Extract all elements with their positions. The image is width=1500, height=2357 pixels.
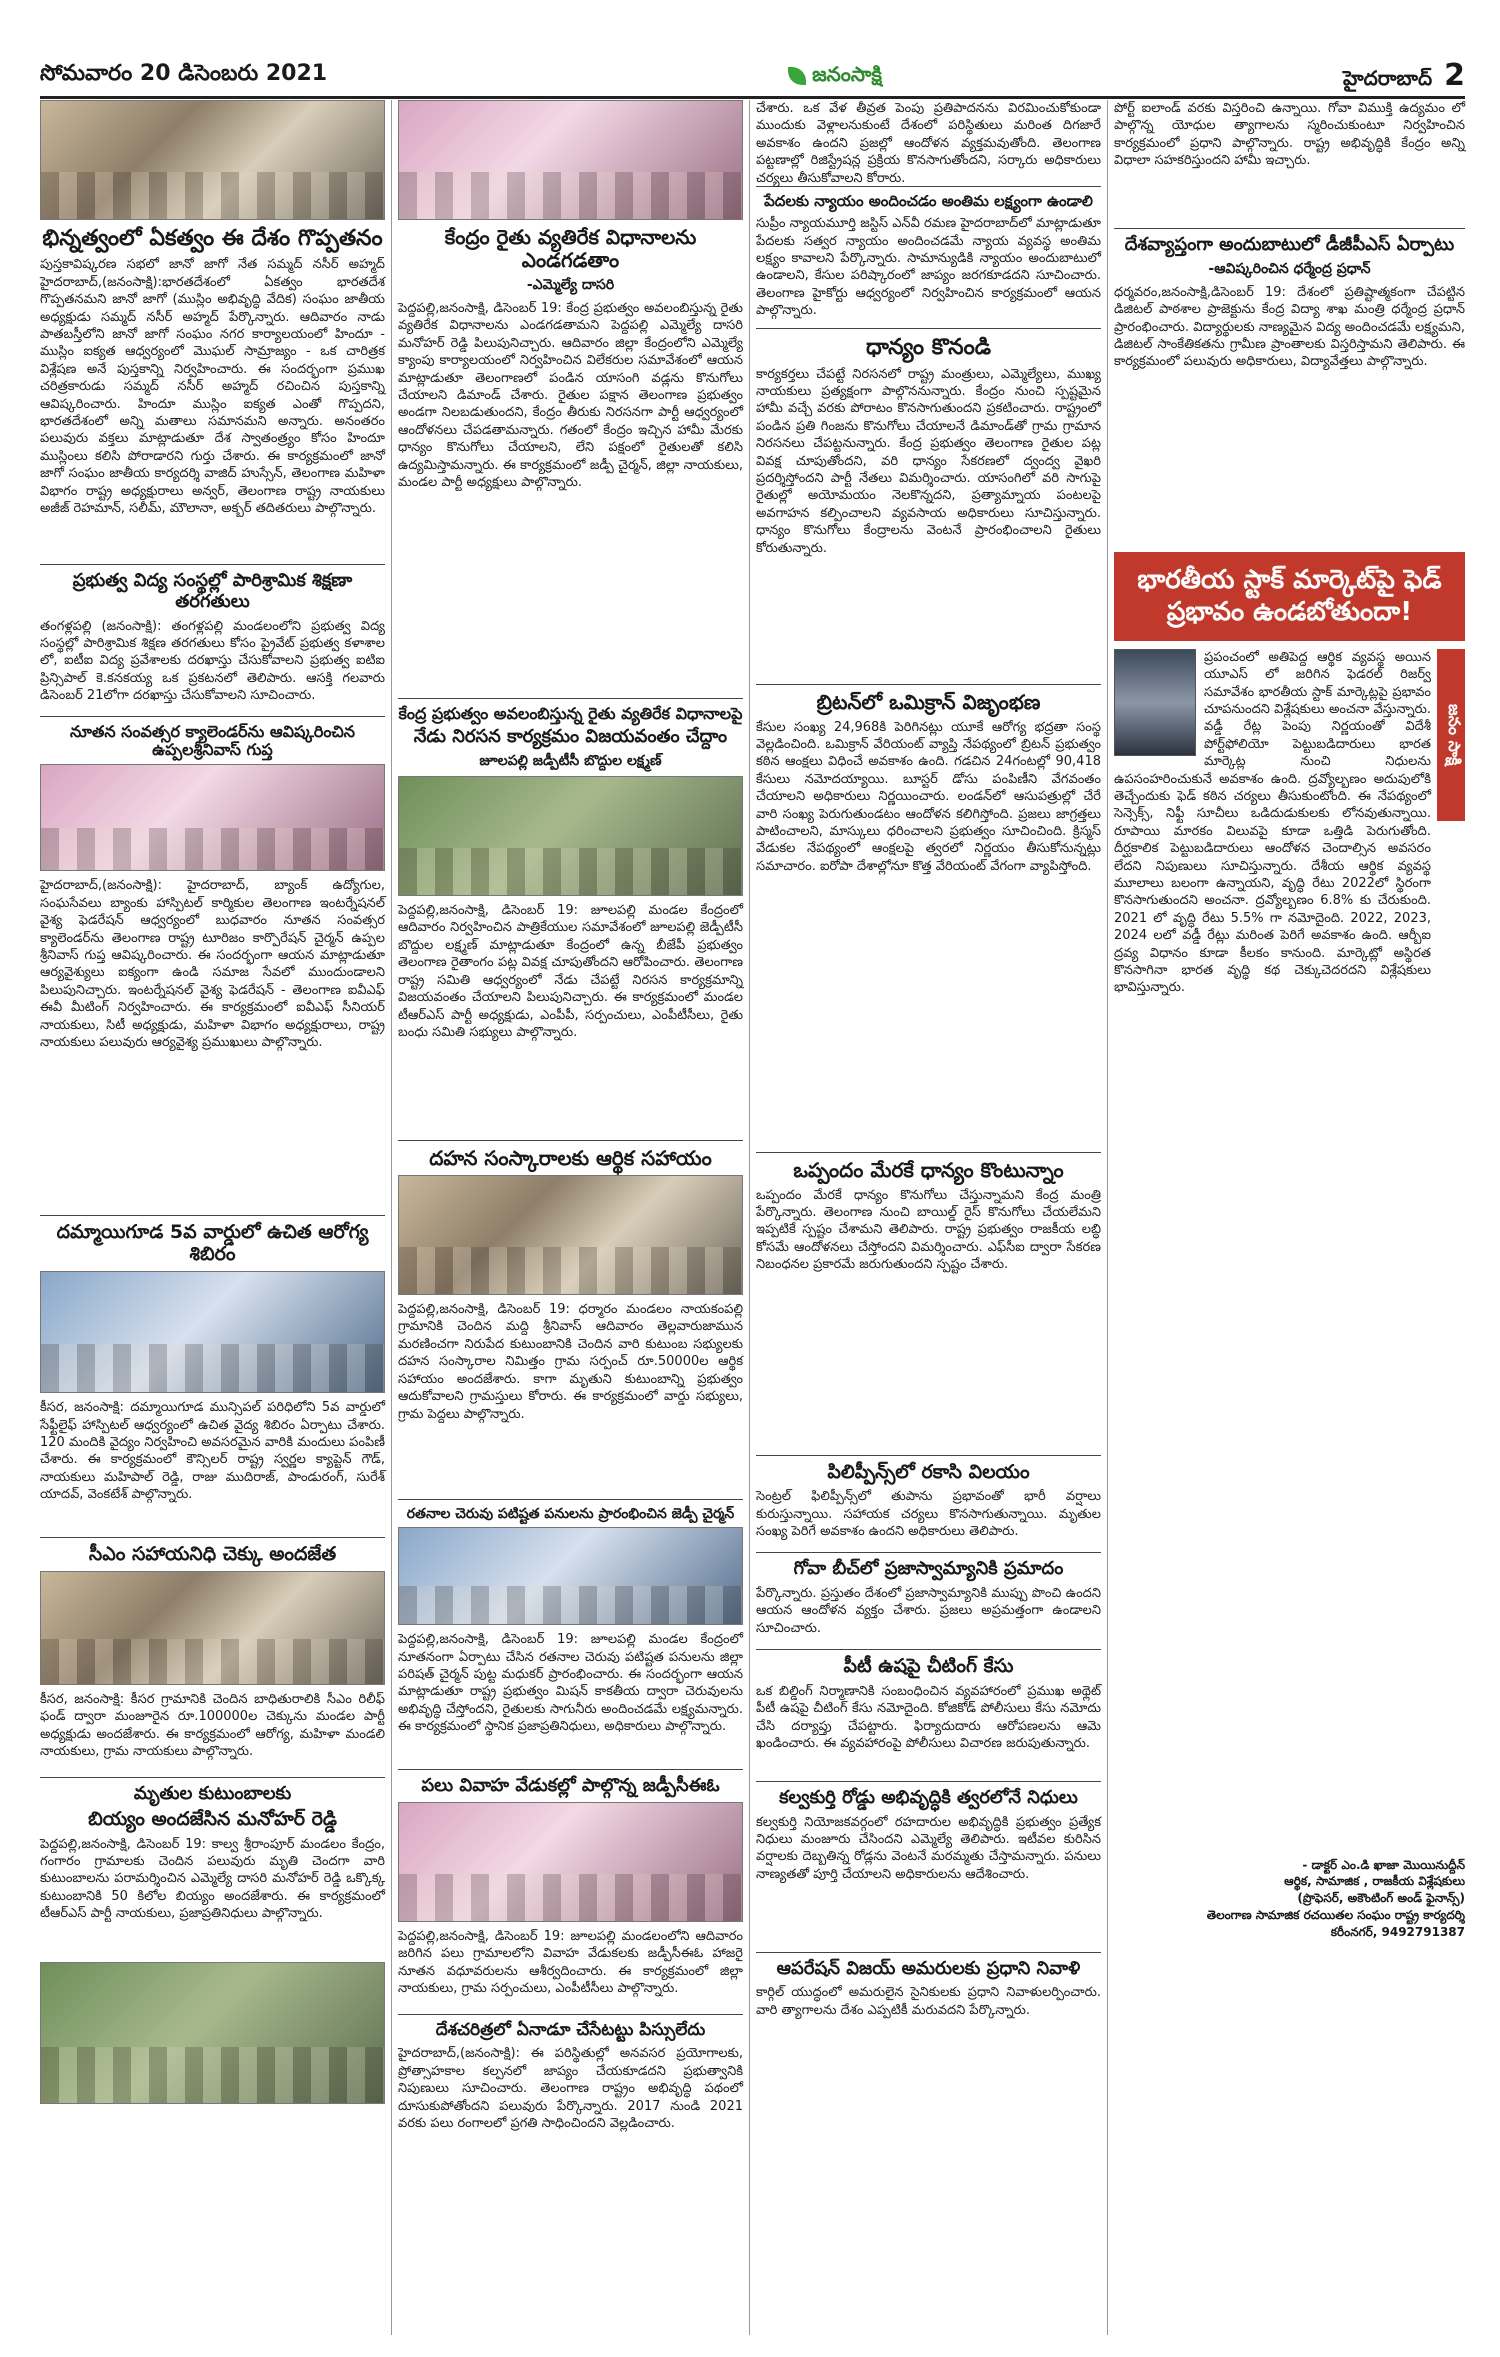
author-title: ఆర్థిక, సామాజిక , రాజకీయ విశ్లేషకులు [1284,1874,1465,1889]
column-divider [749,100,750,2335]
article-headline: రతనాల చెరువు పటిష్టత పనులను ప్రారంభించిన జెడ్పీ చైర్మన్ [406,1506,735,1523]
article-headline: పేదలకు న్యాయం అందించడం అంతిమ లక్ష్యంగా ఉండాలి [764,192,1093,210]
news-photo [40,1271,385,1393]
article-body: తంగళ్లపల్లి (జనంసాక్షి): తంగళ్లపల్లి మండలంలోని ప్రభుత్వ విద్య సంస్థల్లో పారిశ్రామిక శిక్షణ తరగతులు కోసం ప్రైవేట్ ప్రభుత్వ కళాశాల లో, ఐటీఐ విద్య ప్రవేశాలకు దరఖాస్తు చేసుకోవాలని ప్రభుత్వ ఐటిఐ ప్రిన్సిపాల్ కె.కనకయ్య ఒక ప్రకటనలో తెలిపారు. ఆసక్తి గలవారు డిసెంబర్ 21లోగా దరఖాస్తు చేసుకోవాలని సూచించారు. [40,618,385,704]
article-body: సుప్రీం న్యాయమూర్తి జస్టిస్ ఎన్‌వీ రమణ హైదరాబాద్‌లో మాట్లాడుతూ పేదలకు సత్వర న్యాయం అందించడమే న్యాయ వ్యవస్థ అంతిమ లక్ష్యం కావాలని పేర్కొన్నారు. సామాన్యుడికి న్యాయం అందుబాటులో ఉండాలని, కేసుల పరిష్కారంలో జాప్యం జరగకూడదని సూచించారు. తెలంగాణ హైకోర్టు ఆధ్వర్యంలో నిర్వహించిన కార్యక్రమంలో ఆయన పాల్గొన్నారు. [756,216,1101,319]
news-photo [40,100,385,220]
news-photo [398,100,743,220]
article-byline: -ఎమ్మెల్యే దాసరి [526,277,615,293]
news-photo [40,1571,385,1685]
article-body: కీసర, జనంసాక్షి: కీసర గ్రామానికి చెందిన బాధితురాలికి సీఎం రిలీఫ్ ఫండ్ ద్వారా మంజూరైన రూ.100000ల చెక్కును మండల పార్టీ అధ్యక్షుడు అందజేశారు. ఈ కార్యక్రమంలో ఆరోగ్య, మహిళా మండలి నాయకులు, గ్రామ నాయకులు పాల్గొన్నారు. [40,1691,385,1760]
article-body: ప్రపంచంలో అతిపెద్ద ఆర్థిక వ్యవస్థ అయిన యూఎస్ లో జరిగిన ఫెడరల్ రిజర్వ్ సమావేశం భారతీయ స్టాక్ మార్కెట్లపై ప్రభావం చూపనుందని విశ్లేషకులు అంచనా వేస్తున్నారు. వడ్డీ రేట్ల పెంపు నిర్ణయంతో విదేశీ పోర్ట్‌ఫోలియో పెట్టుబడిదారులు భారత మార్కెట్ల నుంచి నిధులను ఉపసంహరించుకునే అవకాశం ఉంది. ద్రవ్యోల్బణం అదుపులోకి తెచ్చేందుకు ఫెడ్ కఠిన చర్యలు తీసుకుంటోంది. ఈ నేపథ్యంలో సెన్సెక్స్, నిఫ్టీ సూచీలు ఒడిదుడుకులకు లోనవుతున్నాయి. రూపాయి మారకం విలువపై కూడా ఒత్తిడి పెరుగుతోంది. దీర్ఘకాలిక పెట్టుబడిదారులు ఆందోళన చెందాల్సిన అవసరం లేదని నిపుణులు సూచిస్తున్నారు. దేశీయ ఆర్థిక వ్యవస్థ మూలాలు బలంగా ఉన్నాయని, వృద్ధి రేటు 2022లో స్థిరంగా కొనసాగుతుందని అంచనా. ద్రవ్యోల్బణం 6.8% కు చేరుకుంది. 2021 లో వృద్ధి రేటు 5.5% గా నమోదైంది. 2022, 2023, 2024 లలో వడ్డీ రేట్లు మరింత పెరిగే అవకాశం ఉంది. ఆర్బీఐ ద్రవ్య విధానం కూడా కీలకం కానుంది. మార్కెట్లో అస్థిరత కొనసాగినా భారత వృద్ధి కథ చెక్కుచెదరదని విశ్లేషకులు భావిస్తున్నారు. [1114,649,1431,996]
article-body: పెద్దపల్లి,జనంసాక్షి, డిసెంబర్ 19: జూలపల్లి మండల కేంద్రంలో నూతనంగా ఏర్పాటు చేసిన రతనాల చెరువు పటిష్టత పనులను జిల్లా పరిషత్ చైర్మన్ పుట్ట మధుకర్ ప్రారంభించారు. ఈ సందర్భంగా ఆయన మాట్లాడుతూ రాష్ట్ర ప్రభుత్వం మిషన్ కాకతీయ ద్వారా చెరువులను అభివృద్ధి చేస్తోందని, రైతులకు సాగునీరు అందించడమే లక్ష్యమన్నారు. ఈ కార్యక్రమంలో స్థానిక ప్రజాప్రతినిధులు, అధికారులు పాల్గొన్నారు. [398,1632,743,1735]
article-body: పుస్తకావిష్కరణ సభలో జానో జాగో నేత సమ్మద్ నసీర్ అహ్మద్ హైదరాబాద్,(జనంసాక్షి):భారతదేశంలో ఏకత్వం భారతదేశ గొప్పతనమని జానో జాగో (ముస్లిం అభివృద్ధి వేదిక) సంఘం జాతీయ అధ్యక్షుడు సమ్మద్ నసీర్ అహ్మద్ పేర్కొన్నారు. ఆదివారం నాడు పాతబస్తీలోని జానో జాగో సంఘం నగర కార్యాలయంలో హిందూ - ముస్లిం ఐక్యత ఆధ్వర్యంలో మొఘల్ సామ్రాజ్యం - ఒక చారిత్రక విశ్లేషణ అనే పుస్తకాన్ని నిర్వహించారు. ఈ సందర్భంగా ప్రముఖ చరిత్రకారుడు సమ్మద్ నసీర్ అహ్మద్ రచించిన పుస్తకాన్ని ఆవిష్కరించారు. హిందూ ముస్లిం ఐక్యత ఎంతో గొప్పదని, భారతదేశంలో అన్ని మతాలు సమానమని అన్నారు. అనంతరం పలువురు వక్తలు మాట్లాడుతూ దేశ స్వాతంత్ర్యం కోసం హిందూ ముస్లింలు కలిసి పోరాడారని గుర్తు చేశారు. ఈ కార్యక్రమంలో జానో జాగో సంఘం జాతీయ కార్యదర్శి వాజిద్ హుస్సేన్, తెలంగాణ మహిళా విభాగం రాష్ట్ర అధ్యక్షురాలు అన్వర్‌, తెలంగాణ రాష్ట్ర నాయకులు అజీజ్ రెహమాన్, సలీమ్, మౌలానా, అక్బర్ తదితరులు పాల్గొన్నారు. [40,257,385,516]
article-headline: నూతన సంవత్సర క్యాలెండర్‌ను ఆవిష్కరించిన ఉప్పలశ్రీనివాస్ గుప్త [69,721,356,760]
article-body: కార్గిల్ యుద్ధంలో అమరులైన సైనికులకు ప్రధాని నివాళులర్పించారు. వారి త్యాగాలను దేశం ఎప్పటికీ మరువదని పేర్కొన్నారు. [756,1985,1101,2018]
article-body: పెద్దపల్లి,జనంసాక్షి, డిసెంబర్ 19: ధర్మారం మండలం నాయకంపల్లి గ్రామానికి చెందిన మద్ది శ్రీనివాస్ ఆదివారం తెల్లవారుజామున మరణించగా నిరుపేద కుటుంబానికి చెందిన వారి కుటుంబ సభ్యులకు దహన సంస్కారాల నిమిత్తం గ్రామ సర్పంచ్ రూ.50000ల ఆర్థిక సహాయం అందజేశారు. కాగా మృతుని కుటుంబాన్ని ప్రభుత్వం ఆదుకోవాలని గ్రామస్తులు కోరారు. ఈ కార్యక్రమంలో వార్డు సభ్యులు, గ్రామ పెద్దలు పాల్గొన్నారు. [398,1302,743,1422]
article-byline: జూలపల్లి జడ్పీటీసీ బొద్దుల లక్ష్మణ్ [479,753,662,770]
article-headline: దేశవ్యాప్తంగా అందుబాటులో డీజీపీఎస్‌ ఏర్పాటు [1124,234,1455,255]
article-body: కీసర, జనంసాక్షి: దమ్మాయిగూడ మున్సిపల్ పరిధిలోని 5వ వార్డులో సేఫ్టీలైఫ్ హాస్పిటల్ ఆధ్వర్యంలో ఉచిత వైద్య శిబిరం ఏర్పాటు చేశారు. 120 మందికి వైద్యం నిర్వహించి అవసరమైన వారికి మందులు పంపిణీ చేశారు. ఈ కార్యక్రమంలో కౌన్సిలర్ రాష్ట్ర స్వర్ణల క్యాప్టెన్ గౌడ్, నాయకులు మహిపాల్ రెడ్డి, రాజు ముదిరాజ్, పాండురంగ్, సురేశ్ యాదవ్, వెంకటేశ్ పాల్గొన్నారు. [40,1400,385,1503]
author-contact: కరీంనగర్, 9492791387 [1330,1924,1465,1939]
article-headline: ధాన్యం కొనండి [865,335,992,361]
article-headline: కేంద్ర ప్రభుత్వం అవలంబిస్తున్న రైతు వ్యతిరేక విధానాలపై [398,704,743,723]
news-photo [398,1175,743,1295]
article-body: చేశారు. ఒక వేళ తీవ్రత పెంపు ప్రతిపాదనను విరమించుకోకుండా ముందుకు వెళ్లాలనుకుంటే దేశంలో పరిస్థితులు మరింత దిగజారే అవకాశం ఉందని ప్రజల్లో ఆందోళన వ్యక్తమవుతోంది. తెలంగాణ పట్టణాల్లో రిజిస్ట్రేషన్ల ప్రక్రియ కొనసాగుతోందని, సర్కారు అధికారులు చర్యలు తీసుకోవాలని కోరారు. [756,101,1101,186]
news-photo [398,1802,743,1922]
news-photo [40,764,385,871]
leaf-icon [788,67,806,85]
article-headline: దేశచరిత్రలో ఏనాడూ చేసేటట్టు పిస్సులేదు [435,2019,706,2040]
news-photo [398,1527,743,1625]
article-body: ధర్మవరం,జనంసాక్షి,డిసెంబర్ 19: దేశంలో ప్రతిష్టాత్మకంగా చేపట్టిన డిజిటల్ పాఠశాల ప్రాజెక్టును కేంద్ర విద్యా శాఖ మంత్రి ధర్మేంద్ర ప్రధాన్ ప్రారంభించారు. విద్యార్థులకు నాణ్యమైన విద్య అందించడమే లక్ష్యమని, డిజిటల్ సాంకేతికతను గ్రామీణ ప్రాంతాలకు విస్తరిస్తామని తెలిపారు. ఈ కార్యక్రమంలో పలువురు అధికారులు, విద్యావేత్తలు పాల్గొన్నారు. [1114,284,1465,370]
edition-city: హైదరాబాద్ [1343,65,1433,90]
article-headline: నేడు నిరసన కార్యక్రమం విజయవంతం చేద్దాం [413,726,728,748]
article-body: హైదరాబాద్,(జనంసాక్షి): హైదరాబాద్, బ్యాంక్ ఉద్యోగుల, సంఘసేవలు బ్యాంకు హాస్పిటల్ కార్మికుల తెలంగాణ ఇంటర్నేషనల్ వైశ్య ఫెడరేషన్ ఆధ్వర్యంలో బుధవారం నూతన సంవత్సర క్యాలెండర్‌ను తెలంగాణ రాష్ట్ర టూరిజం కార్పొరేషన్ చైర్మన్ ఉప్పల శ్రీనివాస్ గుప్త ఆవిష్కరించారు. ఈ సందర్భంగా ఆయన మాట్లాడుతూ ఆర్యవైశ్యులు ఐక్యంగా ఉండి సమాజ సేవలో ముందుండాలని పిలుపునిచ్చారు. ఇంటర్నేషనల్ వైశ్య ఫెడరేషన్ - తెలంగాణ ఐవీఎఫ్ ఈవీ మీటింగ్ నిర్వహించారు. ఈ కార్యక్రమంలో ఐవీఎఫ్ సీనియర్ నాయకులు, సిటీ అధ్యక్షుడు, మహిళా విభాగం అధ్యక్షురాలు, రాష్ట్ర నాయకులు పలువురు ఆర్యవైశ్య ప్రముఖులు పాల్గొన్నారు. [40,878,385,1051]
article-body: సెంట్రల్ ఫిలిప్పీన్స్‌లో తుపాను ప్రభావంతో భారీ వర్షాలు కురుస్తున్నాయి. సహాయక చర్యలు కొనసాగుతున్నాయి. మృతుల సంఖ్య పెరిగే అవకాశం ఉందని అధికారులు తెలిపారు. [756,1489,1101,1540]
article-body: పెద్దపల్లి,జనంసాక్షి, డిసెంబర్ 19: కాల్వ శ్రీరాంపూర్ మండలం కేంద్రం, గంగారం గ్రామాలకు చెందిన పలువురు మృతి చెందగా వారి కుటుంబాలను పరామర్శించిన ఎమ్మెల్యే దాసరి మనోహర్ రెడ్డి ఒక్కొక్క కుటుంబానికి 50 కిలోల బియ్యం అందజేశారు. ఈ కార్యక్రమంలో టీఆర్ఎస్ పార్టీ నాయకులు, ప్రజాప్రతినిధులు పాల్గొన్నారు. [40,1836,385,1922]
column-1 [40,100,385,2110]
newspaper-logo[interactable] [788,62,882,91]
article-headline: మృతుల కుటుంబాలకు [133,1782,292,1804]
feature-article [1114,649,1465,1849]
issue-date: సోమవారం 20 డిసెంబరు 2021 [40,61,328,86]
news-photo [40,1962,385,2104]
article-byline: -ఆవిష్కరించిన ధర్మేంద్ర ప్రధాన్ [1208,260,1371,277]
author-name: - డాక్టర్ ఎం.డి ఖాజా మొయినుద్దీన్ [1302,1857,1465,1872]
article-headline: పిలిప్పీన్స్‌లో రకాసి విలయం [827,1460,1030,1483]
author-title: (ప్రొఫెసర్, అకౌంటింగ్ అండ్ ఫైనాన్స్) [1297,1891,1465,1906]
article-headline: గోవా బీచ్‌లో ప్రజాస్వామ్యానికి ప్రమాదం [793,1558,1064,1580]
article-body: హైదరాబాద్,(జనంసాక్షి): ఈ పరిస్థితుల్లో అనవసర ప్రయోగాలకు, ప్రోత్సాహకాల కల్పనలో జాప్యం చేయకూడదని ప్రభుత్వానికి నిపుణులు సూచించారు. తెలంగాణ రాష్ట్రం అభివృద్ధి పథంలో దూసుకుపోతోందని పలువురు పేర్కొన్నారు. 2017 నుండి 2021 వరకు పలు రంగాలలో ప్రగతి సాధించిందని వెల్లడించారు. [398,2046,743,2132]
article-headline: ఒప్పందం మేరకే ధాన్యం కొంటున్నాం [793,1157,1064,1182]
section-tab: జనం సాక్షి [1437,649,1465,821]
article-headline: బ్రిటన్‌లో ఒమిక్రాన్ విజృంభణ [816,689,1041,714]
article-body: ఒక బిల్డింగ్ నిర్మాణానికి సంబంధించిన వ్యవహారంలో ప్రముఖ అథ్లెట్ పీటీ ఉషపై చీటింగ్ కేసు నమోదైంది. కోజికోడ్ పోలీసులు కేసు నమోదు చేసి దర్యాప్తు చేపట్టారు. ఫిర్యాదుదారు ఆరోపణలను ఆమె ఖండించారు. ఈ వ్యవహారంపై పోలీసులు విచారణ జరుపుతున్నారు. [756,1683,1101,1752]
article-headline: బియ్యం అందజేసిన మనోహర్ రెడ్డి [88,1807,337,1830]
article-headline: దహన సంస్కారాలకు ఆర్థిక సహాయం [429,1146,712,1171]
masthead [40,56,1465,99]
news-photo [398,776,743,896]
feature-headline-banner: భారతీయ స్టాక్ మార్కెట్‌పై ఫెడ్ ప్రభావం ఉండబోతుందా! [1114,552,1465,641]
article-body: కేసుల సంఖ్య 24,968కి పెరిగినట్లు యూకే ఆరోగ్య భద్రతా సంస్థ వెల్లడించింది. ఒమిక్రాన్ వేరియంట్ వ్యాప్తి నేపథ్యంలో బ్రిటన్ ప్రభుత్వం కఠిన ఆంక్షలు విధించే అవకాశం ఉంది. గడచిన 24గంటల్లో 90,418 కేసులు నమోదయ్యాయి. బూస్టర్ డోసు పంపిణీని వేగవంతం చేయాలని అధికారులు నిర్ణయించారు. లండన్‌లో ఆసుపత్రుల్లో చేరే వారి సంఖ్య పెరుగుతుండటం ఆందోళన కలిగిస్తోంది. ప్రజలు జాగ్రత్తలు పాటించాలని, మాస్కులు ధరించాలని ప్రభుత్వం సూచించింది. క్రిస్మస్ వేడుకల నేపథ్యంలో ఆంక్షలపై త్వరలో నిర్ణయం తీసుకోనున్నట్లు సమాచారం. ఐరోపా దేశాల్లోనూ కొత్త వేరియంట్ వేగంగా వ్యాపిస్తోంది. [756,719,1101,874]
article-body: కార్యకర్తలు చేపట్టే నిరసనలో రాష్ట్ర మంత్రులు, ఎమ్మెల్యేలు, ముఖ్య నాయకులు ప్రత్యక్షంగా పాల్గొననున్నారు. కేంద్రం నుంచి స్పష్టమైన హామీ వచ్చే వరకు పోరాటం కొనసాగుతుందని ప్రకటించారు. రాష్ట్రంలో పండిన ప్రతి గింజను కొనుగోలు చేయాలనే డిమాండ్‌తో గ్రామ గ్రామాన నిరసనలు చేపట్టనున్నారు. కేంద్ర ప్రభుత్వం తెలంగాణ రైతుల పట్ల వివక్ష చూపుతోందని, వరి ధాన్యం సేకరణలో ద్వంద్వ వైఖరి ప్రదర్శిస్తోందని పార్టీ నేతలు విమర్శించారు. యాసంగిలో వరి సాగుపై రైతుల్లో అయోమయం నెలకొన్నదని, ప్రత్యామ్నాయ పంటలపై అవగాహన కల్పించాలని వ్యవసాయ అధికారులు సూచిస్తున్నారు. ధాన్యం కొనుగోలు కేంద్రాలను వెంటనే ప్రారంభించాలని రైతులు కోరుతున్నారు. [756,366,1101,556]
article-headline: ప్రభుత్వ విద్య సంస్థల్లో పారిశ్రామిక శిక్షణా తరగతులు [72,570,353,612]
article-headline: దమ్మాయిగూడ 5వ వార్డులో ఉచిత ఆరోగ్య శిబిరం [56,1221,369,1266]
column-4 [1114,100,1465,1945]
article-body: పోర్ట్ ఐలాండ్ వరకు విస్తరించి ఉన్నాయి. గోవా విముక్తి ఉద్యమం లో పాల్గొన్న యోధుల త్యాగాలను స్మరించుకుంటూ నిర్వహించిన కార్యక్రమంలో ప్రధాని పాల్గొన్నారు. రాష్ట్ర అభివృద్ధికి కేంద్రం అన్ని విధాలా సహకరిస్తుందని హామీ ఇచ్చారు. [1114,101,1465,169]
article-headline: భిన్నత్వంలో ఏకత్వం ఈ దేశం గొప్పతనం [42,226,383,251]
author-title: తెలంగాణ సామాజిక రచయితల సంఘం రాష్ట్ర కార్యదర్శి [1206,1908,1465,1923]
column-2 [398,100,743,2132]
article-headline: పీటీ ఉషపై చీటింగ్ కేసు [843,1655,1014,1678]
logo-text: జనంసాక్షి [812,61,882,86]
article-body: పెద్దపల్లి,జనంసాక్షి, డిసెంబర్ 19: జూలపల్లి మండల కేంద్రంలో ఆదివారం నిర్వహించిన పాత్రికేయుల సమావేశంలో జూలపల్లి జెడ్పీటీసీ బొద్దుల లక్ష్మణ్ మాట్లాడుతూ కేంద్రంలో ఉన్న బీజేపీ ప్రభుత్వం తెలంగాణ రైతాంగం పట్ల వివక్ష చూపుతోందని ఆరోపించారు. తెలంగాణ రాష్ట్ర సమితి ఆధ్వర్యంలో నేడు చేపట్టే నిరసన కార్యక్రమాన్ని విజయవంతం చేయాలని పిలుపునిచ్చారు. ఈ కార్యక్రమంలో మండల టీఆర్ఎస్ పార్టీ అధ్యక్షుడు, ఎంపీపీ, సర్పంచులు, ఎంపీటీసీలు, రైతు బంధు సమితి సభ్యులు పాల్గొన్నారు. [398,903,743,1040]
article-headline: పలు వివాహ వేడుకల్లో పాల్గొన్న జడ్పీసీఈఓ [421,1775,720,1797]
article-body: పెద్దపల్లి,జనంసాక్షి, డిసెంబర్ 19: జూలపల్లి మండలంలోని ఆదివారం జరిగిన పలు గ్రామాలలోని వివాహ వేడుకలకు జడ్పీసీఈఓ హాజరై నూతన వధూవరులను ఆశీర్వదించారు. ఈ కార్యక్రమంలో జిల్లా నాయకులు, గ్రామ సర్పంచులు, ఎంపీటీసీలు పాల్గొన్నారు. [398,1928,743,1997]
column-divider [391,100,392,2335]
article-body: పెద్దపల్లి,జనంసాక్షి, డిసెంబర్ 19: కేంద్ర ప్రభుత్వం అవలంబిస్తున్న రైతు వ్యతిరేక విధానాలను ఎండగడతామని పెద్దపల్లి ఎమ్మెల్యే దాసరి మనోహర్ రెడ్డి పిలుపునిచ్చారు. ఆదివారం జిల్లా కేంద్రంలోని ఎమ్మెల్యే క్యాంపు కార్యాలయంలో నిర్వహించిన విలేకరుల సమావేశంలో ఆయన మాట్లాడుతూ తెలంగాణలో పండిన యాసంగి వడ్లను కొనుగోలు చేయాలని డిమాండ్ చేశారు. రైతుల పక్షాన తెలంగాణ ప్రభుత్వం అండగా నిలబడుతుందని, కేంద్రం తీరుకు నిరసనగా పార్టీ ఆధ్వర్యంలో ఆందోళనలు చేపడతామన్నారు. గతంలో కేంద్రం ఇచ్చిన హామీ మేరకు ధాన్యం కొనుగోలు చేయాలని, లేని పక్షంలో రైతులతో కలిసి ఉద్యమిస్తామన్నారు. ఈ కార్యక్రమంలో జడ్పీ చైర్మన్, జిల్లా నాయకులు, మండల పార్టీ అధ్యక్షులు పాల్గొన్నారు. [398,301,743,491]
page-number: 2 [1444,57,1465,93]
article-body: ఒప్పందం మేరకే ధాన్యం కొనుగోలు చేస్తున్నామని కేంద్ర మంత్రి పేర్కొన్నారు. తెలంగాణ నుంచి బాయిల్డ్ రైస్ కొనుగోలు చేయలేమని ఇప్పటికే స్పష్టం చేశామని తెలిపారు. రాష్ట్ర ప్రభుత్వం రాజకీయ లబ్ధి కోసమే ఆందోళనలు చేస్తోందని విమర్శించారు. ఎఫ్‌సీఐ ద్వారా సేకరణ నిబంధనల ప్రకారమే జరుగుతుందని స్పష్టం చేశారు. [756,1187,1101,1273]
article-body: కల్వకుర్తి నియోజకవర్గంలో రహదారుల అభివృద్ధికి ప్రభుత్వం ప్రత్యేక నిధులు మంజూరు చేసిందని ఎమ్మెల్యే తెలిపారు. ఇటీవల కురిసిన వర్షాలకు దెబ్బతిన్న రోడ్లను వెంటనే మరమ్మతు చేస్తామన్నారు. పనులు నాణ్యతతో పూర్తి చేయాలని అధికారులను ఆదేశించారు. [756,1814,1101,1882]
article-headline: కల్వకుర్తి రోడ్డు అభివృద్ధికి త్వరలోనే నిధులు [779,1786,1078,1808]
author-byline [1114,1857,1465,1941]
article-headline: ఆపరేషన్ విజయ్ అమరులకు ప్రధాని నివాళి [776,1957,1081,1979]
column-3 [756,100,1101,2048]
column-divider [1107,100,1108,2335]
author-photo [1114,649,1196,756]
article-headline: సీఎం సహాయనిధి చెక్కు అందజేత [88,1543,337,1566]
article-headline: కేంద్రం రైతు వ్యతిరేక విధానాలను ఎండగడతాం [444,225,697,272]
article-body: పేర్కొన్నారు. ప్రస్తుతం దేశంలో ప్రజాస్వామ్యానికి ముప్పు పొంచి ఉందని ఆయన ఆందోళన వ్యక్తం చేశారు. ప్రజలు అప్రమత్తంగా ఉండాలని సూచించారు. [756,1586,1101,1636]
